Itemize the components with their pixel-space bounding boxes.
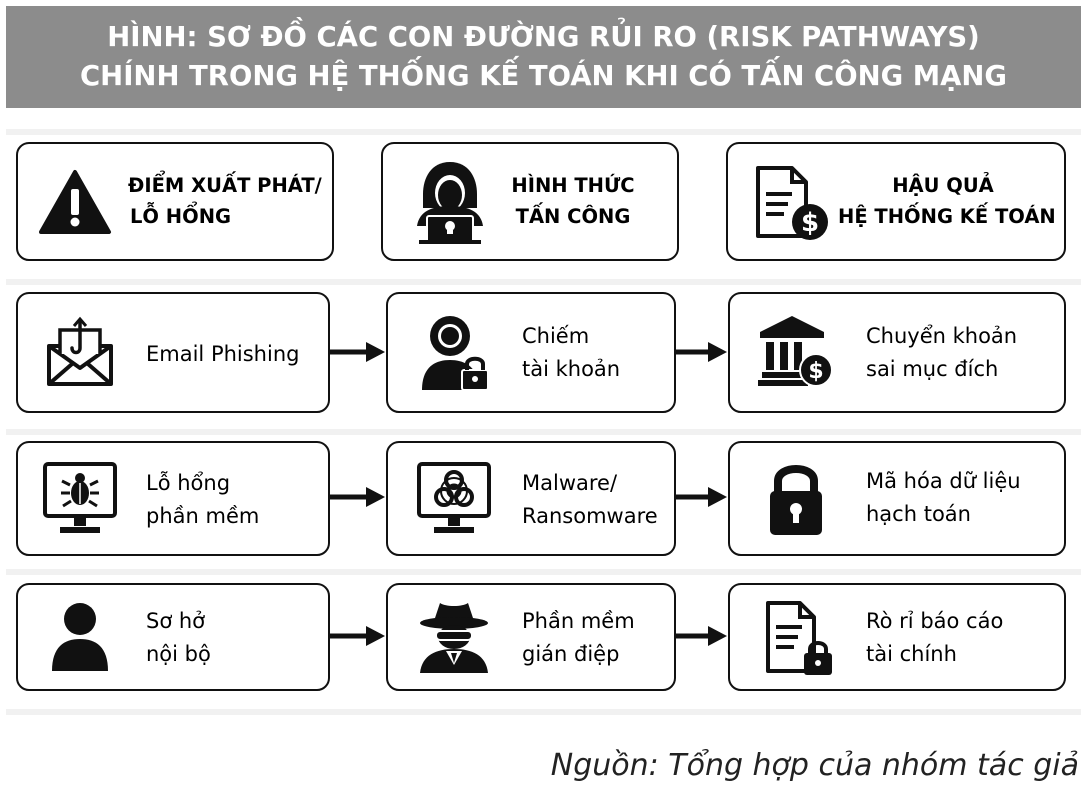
- row2-arrow-1: [330, 486, 386, 508]
- row2-arrow-2: [676, 486, 728, 508]
- warning-icon: [38, 169, 112, 235]
- title-line-2: CHÍNH TRONG HỆ THỐNG KẾ TOÁN KHI CÓ TẤN CÔNG MẠNG: [80, 60, 1007, 92]
- row3-attack-box: [386, 583, 676, 691]
- header-source: [16, 142, 334, 261]
- row2-source-box: [16, 441, 330, 556]
- row1-attack-line2: tài khoản: [522, 357, 621, 381]
- source-note: Nguồn: Tổng hợp của nhóm tác giả: [550, 748, 1079, 783]
- row1-arrow-2: [676, 341, 728, 363]
- header-attack-line2: TẤN CÔNG: [515, 205, 631, 228]
- row3-source-line2: nội bộ: [146, 642, 211, 666]
- header-attack-line1: HÌNH THỨC: [511, 174, 635, 197]
- row1-impact-line1: Chuyển khoản: [866, 324, 1018, 348]
- row2-source-line1: Lỗ hổng: [146, 471, 231, 495]
- financial-document-icon: [752, 164, 832, 244]
- row3-attack-line2: gián điệp: [522, 642, 620, 666]
- row3-arrow-2: [676, 625, 728, 647]
- row3-source-line1: Sơ hở: [146, 609, 206, 633]
- row2-attack-line2: Ransomware: [522, 504, 658, 528]
- bank-transfer-icon: [758, 314, 834, 390]
- header-attack: [381, 142, 679, 261]
- row2-attack-box: [386, 441, 676, 556]
- row1-attack-box: [386, 292, 676, 413]
- biohazard-monitor-icon: [416, 461, 492, 537]
- row2-impact-line2: hạch toán: [866, 502, 971, 526]
- row3-attack-line1: Phần mềm: [522, 609, 635, 633]
- row2-impact-box: [728, 441, 1066, 556]
- row3-arrow-1: [330, 625, 386, 647]
- row1-impact-box: [728, 292, 1066, 413]
- svg-text:$: $: [808, 359, 824, 384]
- svg-text:$: $: [800, 208, 820, 238]
- row1-impact-line2: sai mục đích: [866, 357, 999, 381]
- title-line-1: HÌNH: SƠ ĐỒ CÁC CON ĐƯỜNG RỦI RO (RISK PATHWAYS): [107, 21, 980, 53]
- row1-source-line1: Email Phishing: [146, 342, 300, 366]
- row1-arrow-1: [330, 341, 386, 363]
- row3-impact-line2: tài chính: [866, 642, 957, 666]
- bug-monitor-icon: [42, 461, 118, 537]
- row1-source-box: [16, 292, 330, 413]
- figure-title: [6, 6, 1081, 108]
- padlock-icon: [766, 459, 826, 537]
- user-icon: [50, 601, 110, 673]
- row2-attack-line1: Malware/: [522, 471, 618, 495]
- row2-impact-line1: Mã hóa dữ liệu: [866, 469, 1021, 493]
- hacker-icon: [413, 160, 487, 244]
- header-impact: [726, 142, 1066, 261]
- header-source-line1: ĐIỂM XUẤT PHÁT/: [128, 174, 322, 197]
- row3-impact-box: [728, 583, 1066, 691]
- account-takeover-icon: [420, 314, 490, 392]
- spy-icon: [416, 599, 492, 675]
- row3-impact-line1: Rò rỉ báo cáo: [866, 609, 1004, 633]
- header-source-line2: LỖ HỔNG: [130, 205, 232, 228]
- header-impact-line1: HẬU QUẢ: [892, 174, 994, 197]
- locked-report-icon: [764, 599, 834, 677]
- row2-source-line2: phần mềm: [146, 504, 260, 528]
- row3-source-box: [16, 583, 330, 691]
- header-impact-line2: HỆ THỐNG KẾ TOÁN: [838, 205, 1056, 228]
- row1-attack-line1: Chiếm: [522, 324, 590, 348]
- phishing-email-icon: [46, 316, 114, 388]
